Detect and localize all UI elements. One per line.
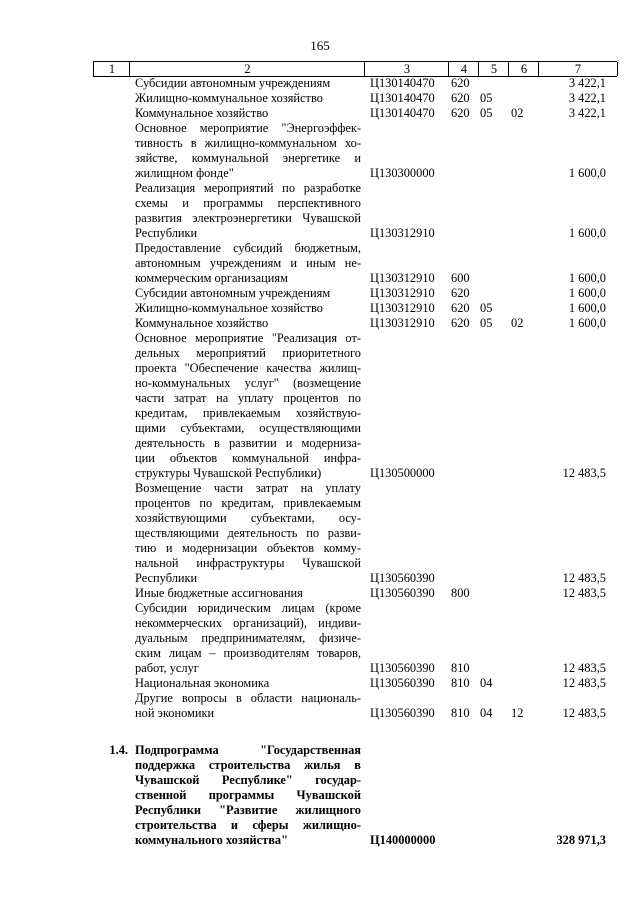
subsection-cell (511, 676, 535, 691)
target-code-cell: Ц130312910 (370, 301, 435, 315)
expense-type-cell: 620 (451, 106, 470, 120)
row-description (135, 181, 361, 241)
description-line: Предоставление субсидий бюджетным, (135, 241, 361, 255)
amount-cell: 1 600,0 (568, 166, 606, 180)
description-line: Субсидии автономным учреждениям (135, 286, 331, 300)
expense-type-cell: 810 (451, 706, 470, 720)
table-row (0, 76, 640, 91)
table-row (0, 586, 640, 601)
target-code-cell: Ц140000000 (370, 833, 436, 847)
table-row (0, 241, 640, 286)
description-line: жилищном фонде" (135, 166, 234, 180)
subsection-cell (511, 301, 535, 316)
description-line: Коммунальное хозяйство (135, 106, 269, 120)
description-line: деятельность в развитии и модерниза- (135, 436, 361, 450)
table-row (0, 676, 640, 691)
description-line: развития электроэнергетики Чувашской (135, 211, 361, 225)
amount-cell: 12 483,5 (562, 661, 606, 675)
description-line: Коммунальное хозяйство (135, 316, 269, 330)
table-row (0, 181, 640, 241)
header-col-5: 5 (478, 62, 509, 76)
row-description (135, 601, 361, 676)
row-description (135, 121, 361, 181)
expense-type-cell: 620 (451, 76, 470, 90)
subsection-cell: 02 (511, 106, 524, 120)
target-code-cell: Ц130500000 (370, 466, 435, 480)
description-line: Чувашской Республике" государ- (135, 773, 361, 787)
subsection-cell (511, 76, 535, 91)
section-cell (480, 76, 506, 91)
target-code-cell: Ц130560390 (370, 571, 435, 585)
description-line: автономным учреждениям и иным не- (135, 256, 361, 270)
amount-cell: 1 600,0 (568, 316, 606, 330)
expense-type-cell (451, 226, 475, 241)
section-number: 1.4. (109, 743, 128, 757)
row-description (135, 301, 361, 316)
expense-type-cell (451, 571, 475, 586)
target-code-cell: Ц130312910 (370, 226, 435, 240)
expense-type-cell: 810 (451, 676, 470, 690)
header-col-2: 2 (129, 62, 365, 76)
section-cell (480, 286, 506, 301)
description-line: проекта "Обеспечение качества жилищ- (135, 361, 361, 375)
description-line: строительства и сферы жилищно- (135, 818, 361, 832)
header-col-3: 3 (364, 62, 449, 76)
description-line: Республики (135, 226, 198, 240)
row-description (135, 586, 361, 601)
description-line: Республики "Развитие жилищного (135, 803, 361, 817)
subsection-cell: 12 (511, 706, 524, 720)
table-body (0, 76, 640, 848)
expense-type-cell: 620 (451, 91, 470, 105)
description-line: Жилищно-коммунальное хозяйство (135, 301, 323, 315)
target-code-cell: Ц130140470 (370, 106, 435, 120)
row-description (135, 676, 361, 691)
row-description (135, 691, 361, 721)
table-row (0, 331, 640, 481)
table-header (93, 61, 617, 77)
amount-cell: 12 483,5 (562, 676, 606, 690)
description-line: хозяйствующими субъектами, осу- (135, 511, 361, 525)
description-line: нальной инфраструктуры Чувашской (135, 556, 361, 570)
description-line: Реализация мероприятий по разработке (135, 181, 361, 195)
row-description (135, 316, 361, 331)
amount-cell: 1 600,0 (568, 286, 606, 300)
target-code-cell: Ц130140470 (370, 91, 435, 105)
description-line: ции объектов коммунальной инфра- (135, 451, 361, 465)
header-col-1: 1 (93, 62, 130, 76)
amount-cell: 328 971,3 (556, 833, 606, 847)
description-line: дельных мероприятий приоритетного (135, 346, 361, 360)
subsection-cell (511, 586, 535, 601)
description-line: Субсидии автономным учреждениям (135, 76, 331, 90)
description-line: Возмещение части затрат на уплату (135, 481, 361, 495)
description-line: ственной программы Чувашской (135, 788, 361, 802)
description-line: схемы и программы перспективного (135, 196, 361, 210)
description-line: процентов по кредитам, привлекаемым (135, 496, 361, 510)
target-code-cell: Ц130300000 (370, 166, 435, 180)
target-code-cell: Ц130140470 (370, 76, 435, 90)
description-line: коммерческим организациям (135, 271, 288, 285)
table-row (0, 316, 640, 331)
table-row (0, 481, 640, 586)
amount-cell: 1 600,0 (568, 271, 606, 285)
amount-cell: 12 483,5 (562, 586, 606, 600)
subsection-cell (511, 286, 535, 301)
header-col-6: 6 (508, 62, 539, 76)
table-row (0, 601, 640, 676)
header-col-4: 4 (448, 62, 479, 76)
description-line: тию и модернизации объектов комму- (135, 541, 361, 555)
amount-cell: 1 600,0 (568, 301, 606, 315)
expense-type-cell: 620 (451, 316, 470, 330)
table-row (0, 691, 640, 721)
row-description (135, 91, 361, 106)
subsection-cell (511, 661, 535, 676)
description-line: коммунального хозяйства" (135, 833, 288, 847)
row-description (135, 106, 361, 121)
section-cell (480, 466, 506, 481)
target-code-cell: Ц130560390 (370, 586, 435, 600)
description-line: ским лицам – производителям товаров, (135, 646, 361, 660)
expense-type-cell: 810 (451, 661, 470, 675)
amount-cell: 3 422,1 (568, 106, 606, 120)
section-cell (480, 586, 506, 601)
section-cell: 05 (480, 301, 493, 315)
description-line: тивность в жилищно-коммунальном хо- (135, 136, 361, 150)
description-line: Национальная экономика (135, 676, 270, 690)
row-description (135, 331, 361, 481)
section-cell (480, 226, 506, 241)
expense-type-cell: 620 (451, 301, 470, 315)
description-line: Иные бюджетные ассигнования (135, 586, 303, 600)
amount-cell: 3 422,1 (568, 91, 606, 105)
subsection-cell (511, 166, 535, 181)
row-description (135, 286, 361, 301)
table-row (0, 301, 640, 316)
target-code-cell: Ц130312910 (370, 286, 435, 300)
section-cell (480, 166, 506, 181)
description-line: Республики (135, 571, 198, 585)
description-line: ной экономики (135, 706, 215, 720)
amount-cell: 12 483,5 (562, 706, 606, 720)
amount-cell: 12 483,5 (562, 466, 606, 480)
amount-cell: 3 422,1 (568, 76, 606, 90)
section-cell (480, 571, 506, 586)
expense-type-cell (451, 166, 475, 181)
row-description (135, 241, 361, 286)
expense-type-cell: 620 (451, 286, 470, 300)
target-code-cell: Ц130560390 (370, 661, 435, 675)
page-number: 165 (310, 38, 330, 53)
description-line: щими субъектами, осуществляющими (135, 421, 361, 435)
description-line: но-коммунальных услуг" (возмещение (135, 376, 361, 390)
section-cell: 04 (480, 706, 493, 720)
expense-type-cell (451, 466, 475, 481)
header-col-7: 7 (538, 62, 618, 76)
table-row (0, 91, 640, 106)
expense-type-cell: 600 (451, 271, 470, 285)
description-line: Основное мероприятие "Энергоэффек- (135, 121, 361, 135)
description-line: зяйстве, коммунальной энергетике и (135, 151, 361, 165)
section-cell (480, 271, 506, 286)
row-description (135, 481, 361, 586)
section-cell: 04 (480, 676, 493, 690)
amount-cell: 1 600,0 (568, 226, 606, 240)
section-cell: 05 (480, 106, 493, 120)
description-line: Другие вопросы в области националь- (135, 691, 361, 705)
subsection-cell (511, 226, 535, 241)
subsection-cell (511, 271, 535, 286)
description-line: кредитам, привлекаемым хозяйствую- (135, 406, 361, 420)
description-line: структуры Чувашской Республики) (135, 466, 322, 480)
target-code-cell: Ц130312910 (370, 271, 435, 285)
target-code-cell: Ц130560390 (370, 706, 435, 720)
subsection-cell (511, 91, 535, 106)
table-row (0, 286, 640, 301)
target-code-cell: Ц130560390 (370, 676, 435, 690)
subprogram-row (0, 743, 640, 848)
description-line: некоммерческих организаций), индиви- (135, 616, 361, 630)
description-line: Подпрограмма "Государственная (135, 743, 361, 757)
target-code-cell: Ц130312910 (370, 316, 435, 330)
description-line: Жилищно-коммунальное хозяйство (135, 91, 323, 105)
section-cell: 05 (480, 91, 493, 105)
section-cell: 05 (480, 316, 493, 330)
description-line: Основное мероприятие "Реализация от- (135, 331, 361, 345)
table-row (0, 121, 640, 181)
description-line: части затрат на уплату процентов по (135, 391, 361, 405)
description-line: ществляющими деятельность по разви- (135, 526, 361, 540)
amount-cell: 12 483,5 (562, 571, 606, 585)
row-description (135, 743, 361, 848)
description-line: поддержка строительства жилья в (135, 758, 361, 772)
subsection-cell: 02 (511, 316, 524, 330)
expense-type-cell: 800 (451, 586, 470, 600)
description-line: дуальным предпринимателям, физиче- (135, 631, 361, 645)
subsection-cell (511, 466, 535, 481)
table-row (0, 106, 640, 121)
subsection-cell (511, 571, 535, 586)
section-cell (480, 661, 506, 676)
row-description (135, 76, 361, 91)
description-line: Субсидии юридическим лицам (кроме (135, 601, 361, 615)
description-line: работ, услуг (135, 661, 199, 675)
